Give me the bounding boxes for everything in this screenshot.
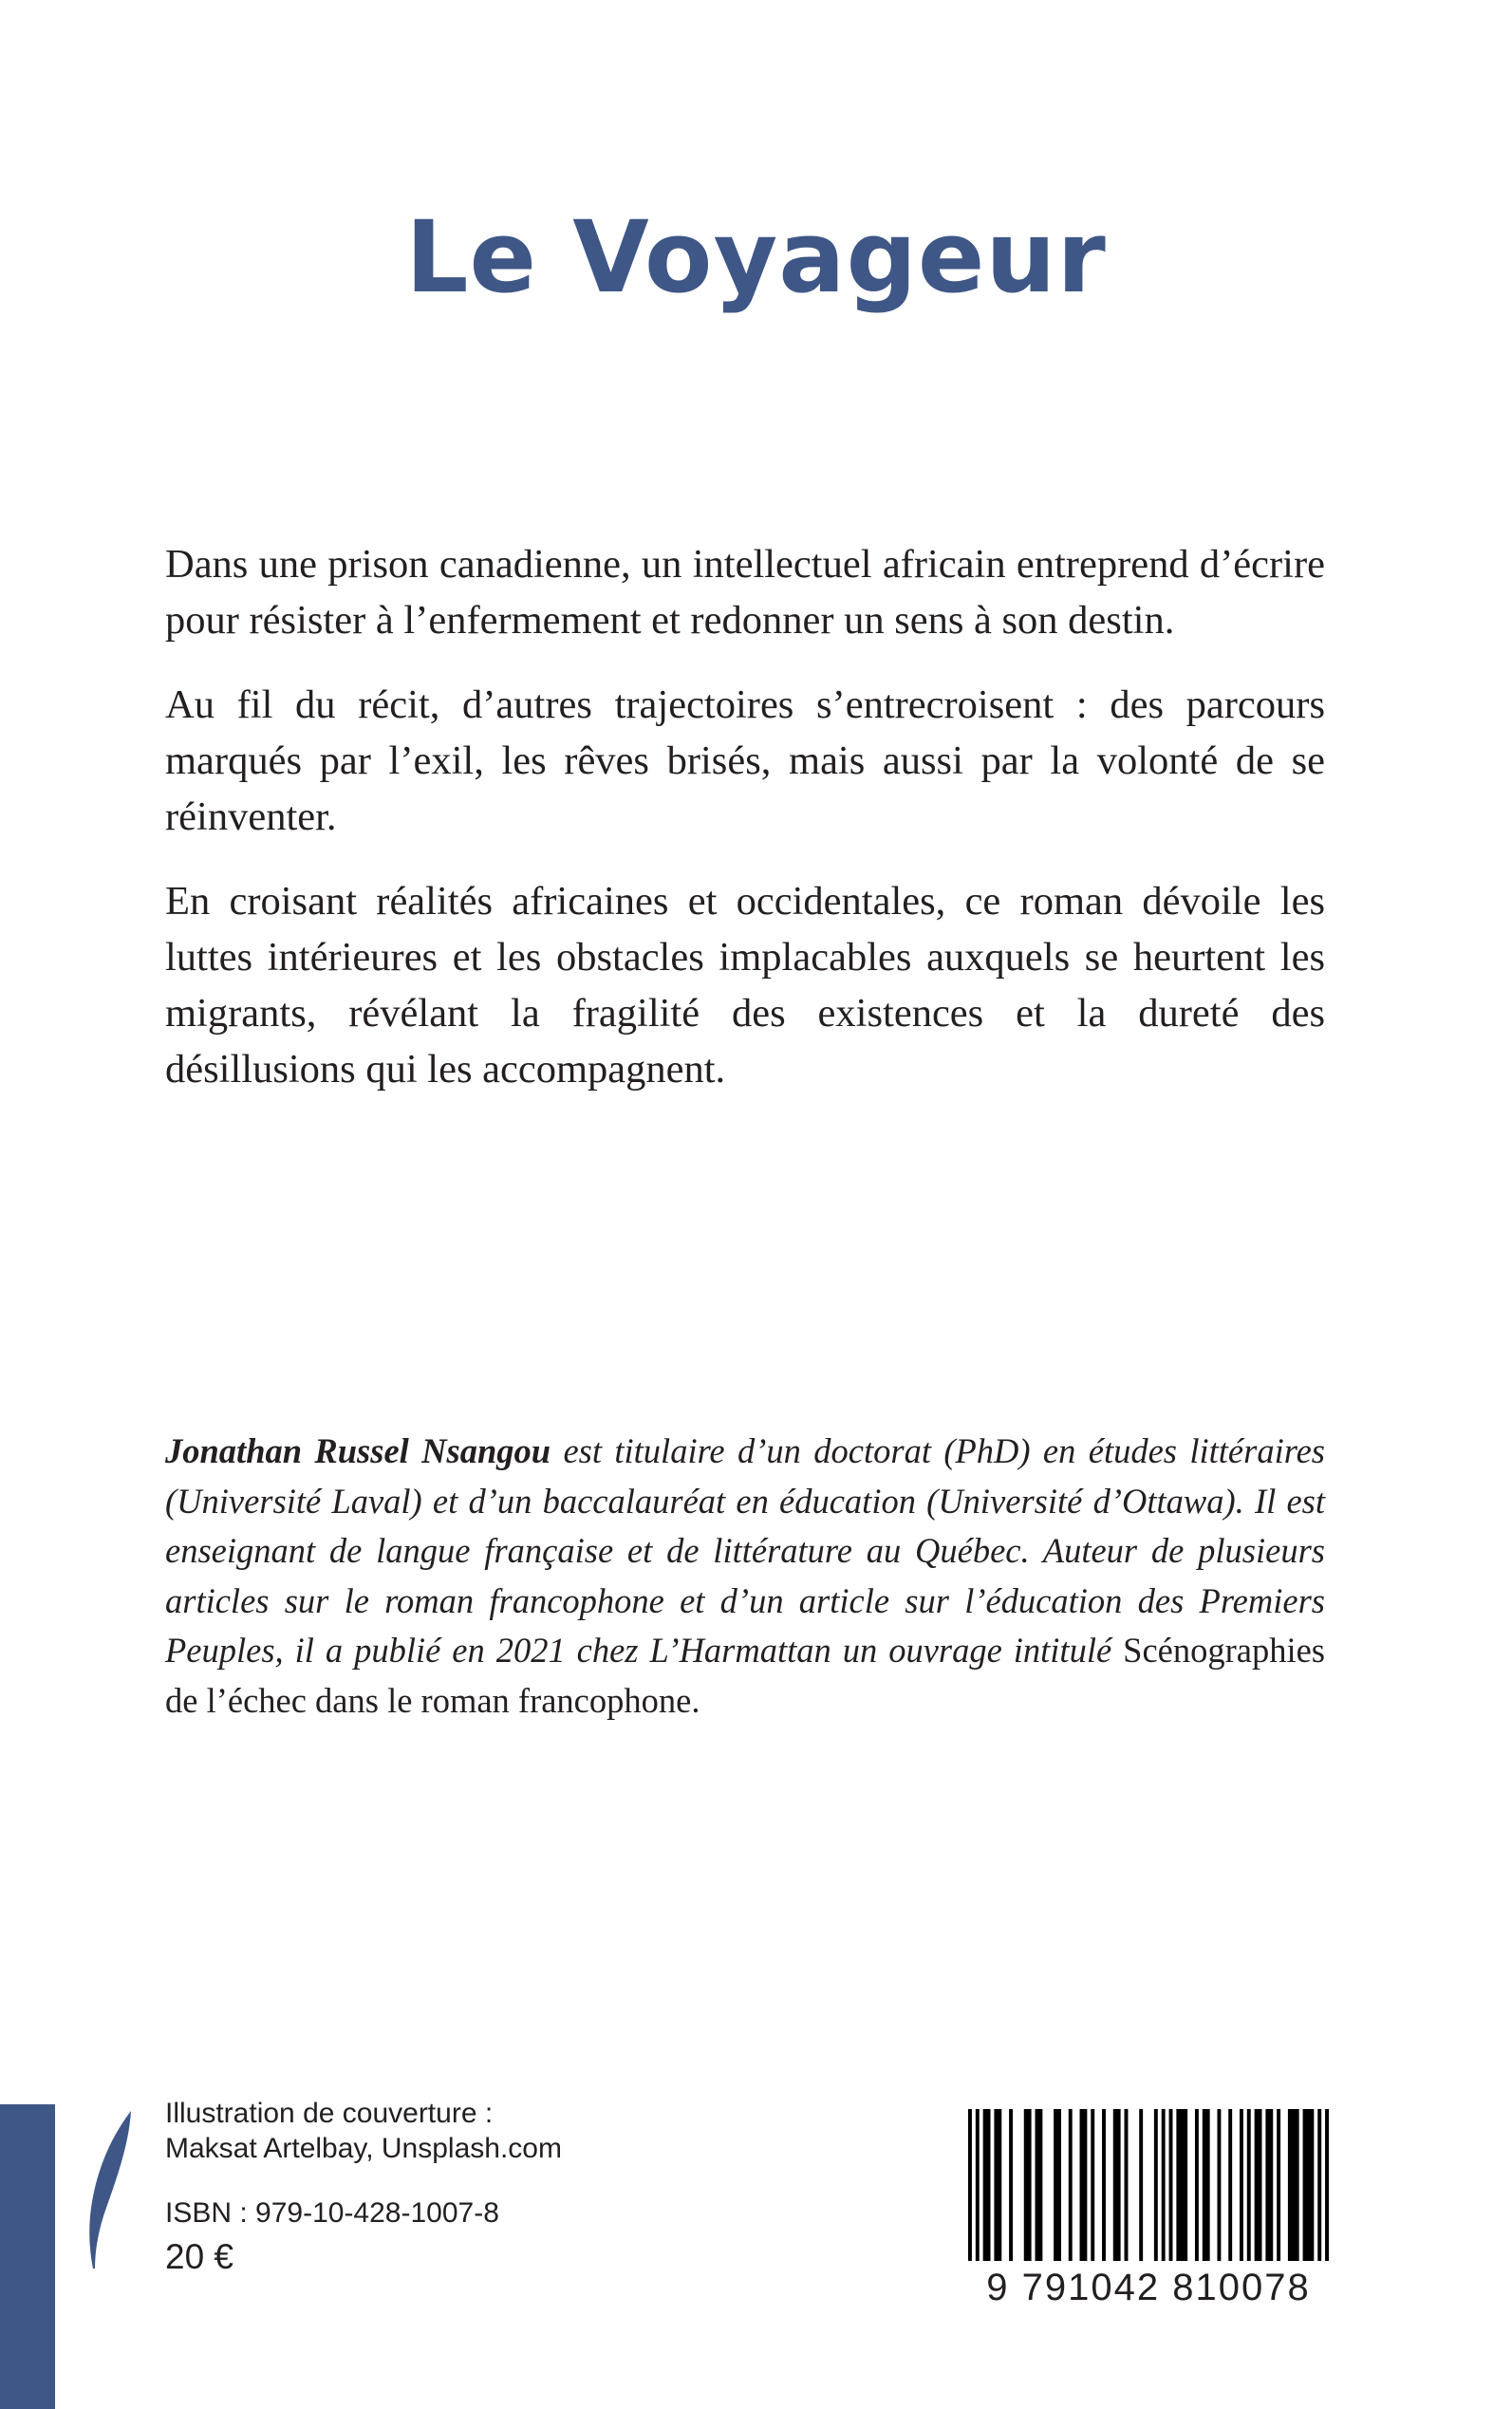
barcode-bar [1080, 2109, 1088, 2261]
barcode-bar [976, 2109, 980, 2261]
barcode-bar [968, 2109, 972, 2261]
barcode-bar [1303, 2109, 1315, 2261]
barcode-digits: 9 791042 810078 [986, 2267, 1311, 2308]
author-bio [165, 1427, 1325, 1726]
credits-line: Maksat Artelbay, Unsplash.com [165, 2133, 562, 2164]
barcode-bar [1102, 2109, 1106, 2261]
barcode-bar [1277, 2109, 1280, 2261]
price: 20 € [165, 2237, 234, 2276]
barcode-bar [1036, 2109, 1043, 2261]
barcode-bar [1054, 2109, 1061, 2261]
cover-credits [165, 2096, 697, 2166]
barcode-bar [1247, 2109, 1251, 2261]
author-bio-text: est titulaire d’un doctorat (PhD) en études littéraires (Université Laval) et d’un baccalauréat en éducation (Université d’Ottawa). Il est enseignant de langue française et de littérature au Québec. Auteur de plusieurs articles sur le roman francophone et d’un article sur l’éducation des Premiers Peuples, il a publié en 2021 chez L’Harmattan un ouvrage intitulé [165, 1431, 1325, 1670]
barcode-bar [1162, 2109, 1166, 2261]
barcode-bar [1113, 2109, 1121, 2261]
barcode-bar [1217, 2109, 1221, 2261]
credits-line: Illustration de couverture : [165, 2098, 494, 2129]
feather-quill-icon [84, 2109, 140, 2270]
barcode-bar [1139, 2109, 1143, 2261]
barcode-bar [1091, 2109, 1094, 2261]
barcode-bar [1125, 2109, 1129, 2261]
author-bio-paragraph [165, 1427, 1325, 1726]
book-title: Le Voyageur [405, 199, 1107, 315]
barcode-bar [1288, 2109, 1299, 2261]
barcode-bar [1265, 2109, 1273, 2261]
barcode-bar [1228, 2109, 1232, 2261]
accent-bar [0, 2104, 55, 2409]
summary-paragraph: En croisant réalités africaines et occidentales, ce roman dévoile les luttes intérieures et les obstacles implacables auxquels se heurtent les migrants, révélant la fragilité des existences et la dureté des désillusions qui les accompagnent. [165, 879, 1325, 1092]
barcode-bar [1240, 2109, 1243, 2261]
previous-work-title: Scénographies de l’échec dans le roman francophone. [165, 1631, 1325, 1720]
author-name: Jonathan Russel Nsangou [165, 1431, 551, 1470]
barcode-bar [1195, 2109, 1199, 2261]
barcode-bar [1176, 2109, 1187, 2261]
book-summary [165, 536, 1325, 1126]
barcode-bar [1009, 2109, 1013, 2261]
barcode-bar [1325, 2109, 1329, 2261]
barcode-bar [1169, 2109, 1173, 2261]
barcode-bar [983, 2109, 991, 2261]
barcode-bar [1255, 2109, 1262, 2261]
barcode-bar [1024, 2109, 1032, 2261]
isbn: ISBN : 979-10-428-1007-8 [165, 2197, 499, 2229]
barcode-bar [1203, 2109, 1210, 2261]
summary-paragraph: Au fil du récit, d’autres trajectoires s’entrecroisent : des parcours marqués par l’exil, les rêves brisés, mais aussi par la volonté de se réinventer. [165, 682, 1325, 839]
barcode [968, 2109, 1329, 2313]
barcode-bar [994, 2109, 1001, 2261]
barcode-bar [1154, 2109, 1158, 2261]
barcode-bars [968, 2109, 1329, 2261]
summary-paragraph: Dans une prison canadienne, un intellectuel africain entreprend d’écrire pour résister à l’enfermement et redonner un sens à son destin. [165, 542, 1325, 643]
barcode-bar [1317, 2109, 1321, 2261]
barcode-bar [1069, 2109, 1073, 2261]
